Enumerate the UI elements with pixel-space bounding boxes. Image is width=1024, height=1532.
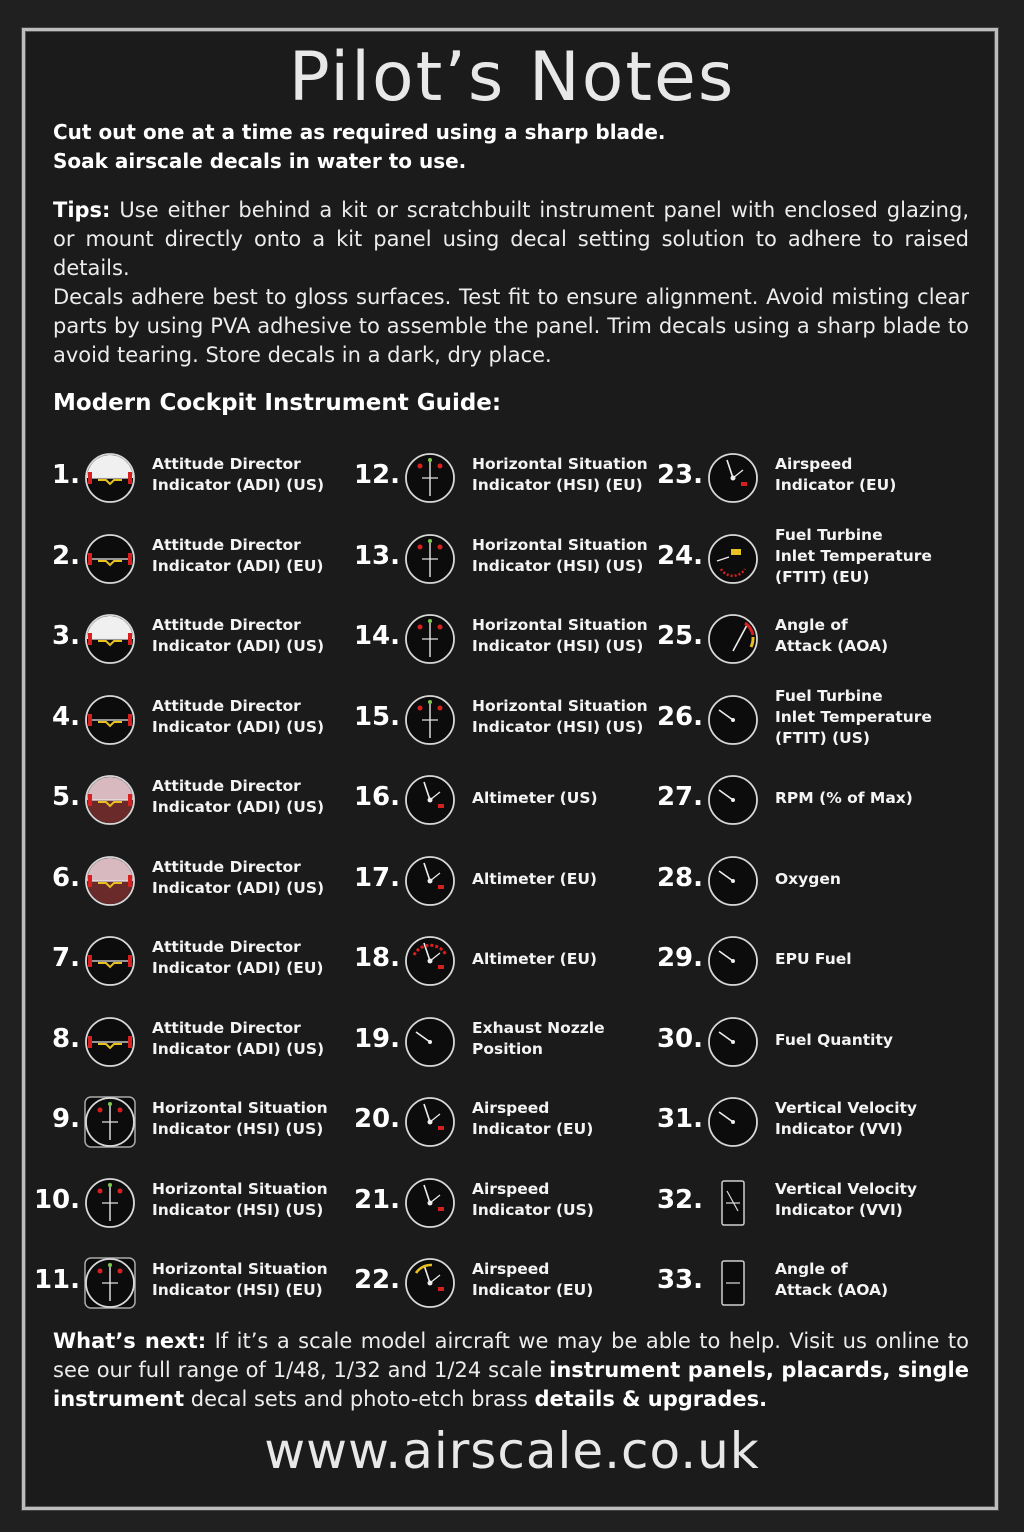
- airspeed-icon: [705, 450, 761, 506]
- instrument-number: 7.: [52, 943, 80, 973]
- instrument-label: Airspeed Indicator (EU): [472, 1099, 594, 1138]
- hsi-icon: [402, 611, 458, 667]
- instrument-label: Attitude Director Indicator (ADI) (US): [152, 616, 325, 655]
- instrument-item: [645, 446, 945, 510]
- page-title: Pilot’s Notes: [288, 38, 736, 117]
- adi-icon: [82, 772, 138, 828]
- instrument-item: [342, 607, 648, 671]
- instrument-label: Attitude Director Indicator (ADI) (US): [152, 857, 325, 897]
- instrument-number: 31.: [656, 1104, 703, 1134]
- instrument-label: Oxygen: [775, 869, 841, 888]
- instrument-number: 4.: [52, 701, 80, 732]
- instrument-label: Airspeed Indicator (US): [472, 1179, 594, 1219]
- hsi-icon: [82, 1175, 138, 1231]
- instrument-number: 20.: [353, 1104, 400, 1134]
- instrument-label: Altimeter (EU): [472, 869, 597, 888]
- instrument-item: [342, 446, 648, 510]
- hsi-icon: [402, 531, 458, 587]
- instrument-number: 25.: [656, 621, 703, 651]
- instrument-number: 6.: [52, 862, 80, 893]
- instrument-item: [342, 527, 648, 591]
- instrument-item: [342, 929, 642, 993]
- adi-icon: [82, 1014, 138, 1070]
- instrument-item: [645, 607, 945, 671]
- instrument-number: 12.: [353, 460, 400, 490]
- instrument-label: Horizontal Situation Indicator (HSI) (US): [152, 1099, 328, 1138]
- instrument-number: 26.: [656, 701, 703, 732]
- instrument-label: Vertical Velocity Indicator (VVI): [775, 1179, 918, 1219]
- hsi-icon: [402, 450, 458, 506]
- whats-next-section: [53, 1327, 969, 1414]
- instrument-number: 23.: [656, 460, 703, 490]
- instrument-item: [22, 1010, 325, 1074]
- instrument-number: 1.: [52, 460, 80, 490]
- instrument-label: Fuel Turbine Inlet Temperature (FTIT) (US): [775, 686, 932, 747]
- instrument-label: Horizontal Situation Indicator (HSI) (US): [472, 616, 648, 655]
- instrument-item: [645, 527, 945, 591]
- fuel-quantity-icon: [705, 1014, 761, 1070]
- adi-icon: [82, 853, 138, 909]
- instrument-label: Attitude Director Indicator (ADI) (US): [152, 696, 325, 736]
- adi-icon: [82, 692, 138, 748]
- instrument-number: 11.: [33, 1265, 80, 1295]
- instrument-number: 5.: [52, 782, 80, 812]
- epu-fuel-icon: [705, 933, 761, 989]
- instrument-number: 2.: [52, 540, 80, 571]
- instrument-label: Fuel Turbine Inlet Temperature (FTIT) (EU): [775, 525, 932, 586]
- instrument-number: 14.: [353, 621, 400, 651]
- instrument-number: 16.: [353, 782, 400, 812]
- instrument-item: [22, 446, 325, 510]
- instrument-item: [342, 1090, 642, 1154]
- instrument-item: [342, 849, 642, 913]
- instrument-number: 10.: [33, 1184, 80, 1215]
- whats-next-label: What’s next:: [53, 1329, 207, 1353]
- instrument-label: Attitude Director Indicator (ADI) (EU): [152, 938, 324, 977]
- instrument-label: Vertical Velocity Indicator (VVI): [775, 1099, 918, 1138]
- instrument-label: Attitude Director Indicator (ADI) (US): [152, 1018, 325, 1058]
- instrument-item: [645, 1251, 945, 1315]
- instrument-label: Fuel Quantity: [775, 1030, 894, 1049]
- instrument-label: Attitude Director Indicator (ADI) (EU): [152, 535, 324, 575]
- whats-next-bold-2: details & upgrades.: [534, 1387, 768, 1411]
- website-link[interactable]: www.airscale.co.uk: [264, 1422, 760, 1480]
- instrument-number: 15.: [353, 701, 400, 732]
- whats-next-text-2: decal sets and photo-etch brass: [184, 1387, 535, 1411]
- altimeter-icon: [402, 933, 458, 989]
- aoa-tape-icon: [705, 1255, 761, 1311]
- airspeed-icon: [402, 1094, 458, 1150]
- instrument-item: [645, 1010, 945, 1074]
- instrument-label: Horizontal Situation Indicator (HSI) (US): [152, 1179, 328, 1219]
- nozzle-gauge-icon: [402, 1014, 458, 1070]
- instrument-number: 30.: [656, 1023, 703, 1054]
- instrument-item: [342, 688, 648, 752]
- airspeed-icon: [402, 1255, 458, 1311]
- airspeed-icon: [402, 1175, 458, 1231]
- instrument-number: 17.: [353, 862, 400, 893]
- instrument-label: Exhaust Nozzle Position: [472, 1018, 605, 1058]
- instrument-item: [342, 768, 642, 832]
- instrument-item: [645, 929, 945, 993]
- instrument-label: Horizontal Situation Indicator (HSI) (EU): [152, 1260, 328, 1299]
- instrument-number: 24.: [656, 540, 703, 571]
- guide-heading: Modern Cockpit Instrument Guide:: [53, 390, 502, 416]
- rpm-icon: [705, 772, 761, 828]
- tips-text-1: Use either behind a kit or scratchbuilt instrument panel with enclosed glazing, or mount directly onto a kit panel using decal setting solution to adhere to raised details.: [53, 198, 969, 280]
- instrument-label: Altimeter (US): [472, 789, 598, 807]
- ftit-icon: [705, 531, 761, 587]
- instrument-item: [645, 1171, 945, 1235]
- instrument-item: [22, 607, 325, 671]
- hsi-icon: [82, 1094, 138, 1150]
- instrument-label: EPU Fuel: [775, 950, 852, 968]
- instrument-label: Altimeter (EU): [472, 950, 597, 968]
- tips-label: Tips:: [53, 198, 111, 222]
- instrument-item: [342, 1010, 642, 1074]
- ftit-icon: [705, 692, 761, 748]
- intro-line-1: Cut out one at a time as required using a sharp blade.: [53, 120, 666, 144]
- oxygen-icon: [705, 853, 761, 909]
- vvi-tape-icon: [705, 1175, 761, 1231]
- instrument-item: [22, 1090, 328, 1154]
- instrument-number: 32.: [656, 1184, 703, 1215]
- tips-text-2: Decals adhere best to gloss surfaces. Test fit to ensure alignment. Avoid misting clear parts by using PVA adhesive to assemble the panel. Trim decals using a sharp blade to avoid tearing. Store decals in a dark, dry place.: [53, 285, 969, 367]
- instrument-number: 8.: [52, 1023, 80, 1054]
- instrument-item: [22, 929, 322, 993]
- whats-next-text-1: If it’s a scale model aircraft we may be able to help. Visit us online to see our full range of 1/48, 1/32 and 1/24 scale: [53, 1329, 970, 1382]
- vvi-icon: [705, 1094, 761, 1150]
- instrument-label: Angle of Attack (AOA): [775, 1260, 889, 1299]
- instrument-item: [645, 849, 945, 913]
- instrument-item: [645, 688, 945, 752]
- instrument-number: 13.: [353, 540, 400, 571]
- adi-icon: [82, 450, 138, 506]
- instrument-number: 28.: [656, 862, 703, 893]
- instrument-label: Horizontal Situation Indicator (HSI) (US): [472, 535, 648, 575]
- instrument-item: [22, 1251, 328, 1315]
- adi-icon: [82, 531, 138, 587]
- instrument-number: 19.: [353, 1023, 400, 1054]
- instrument-number: 33.: [656, 1265, 703, 1295]
- instrument-label: Airspeed Indicator (EU): [775, 455, 897, 494]
- instrument-number: 3.: [52, 621, 80, 651]
- instrument-label: Angle of Attack (AOA): [775, 616, 889, 655]
- instrument-item: [22, 849, 325, 913]
- instrument-number: 27.: [656, 782, 703, 812]
- adi-icon: [82, 933, 138, 989]
- instrument-item: [645, 768, 945, 832]
- altimeter-icon: [402, 772, 458, 828]
- instrument-item: [342, 1171, 642, 1235]
- whats-next-bold-1: instrument panels, placards, single instrument: [53, 1358, 969, 1411]
- instrument-number: 18.: [353, 943, 400, 973]
- hsi-icon: [402, 692, 458, 748]
- instrument-number: 22.: [353, 1265, 400, 1295]
- instrument-label: Horizontal Situation Indicator (HSI) (US): [472, 696, 648, 736]
- instrument-item: [645, 1090, 945, 1154]
- aoa-icon: [705, 611, 761, 667]
- adi-icon: [82, 611, 138, 667]
- instrument-number: 29.: [656, 943, 703, 973]
- hsi-icon: [82, 1255, 138, 1311]
- instrument-label: Airspeed Indicator (EU): [472, 1260, 594, 1299]
- instrument-item: [22, 527, 322, 591]
- instrument-item: [22, 768, 325, 832]
- instrument-label: RPM (% of Max): [775, 789, 913, 807]
- instrument-item: [22, 688, 325, 752]
- intro-line-2: Soak airscale decals in water to use.: [53, 149, 467, 173]
- instrument-label: Horizontal Situation Indicator (HSI) (EU): [472, 455, 648, 494]
- instrument-item: [342, 1251, 642, 1315]
- altimeter-icon: [402, 853, 458, 909]
- instrument-label: Attitude Director Indicator (ADI) (US): [152, 777, 325, 816]
- instrument-item: [22, 1171, 328, 1235]
- instrument-number: 21.: [353, 1184, 400, 1215]
- instrument-label: Attitude Director Indicator (ADI) (US): [152, 455, 325, 494]
- instrument-number: 9.: [52, 1104, 80, 1134]
